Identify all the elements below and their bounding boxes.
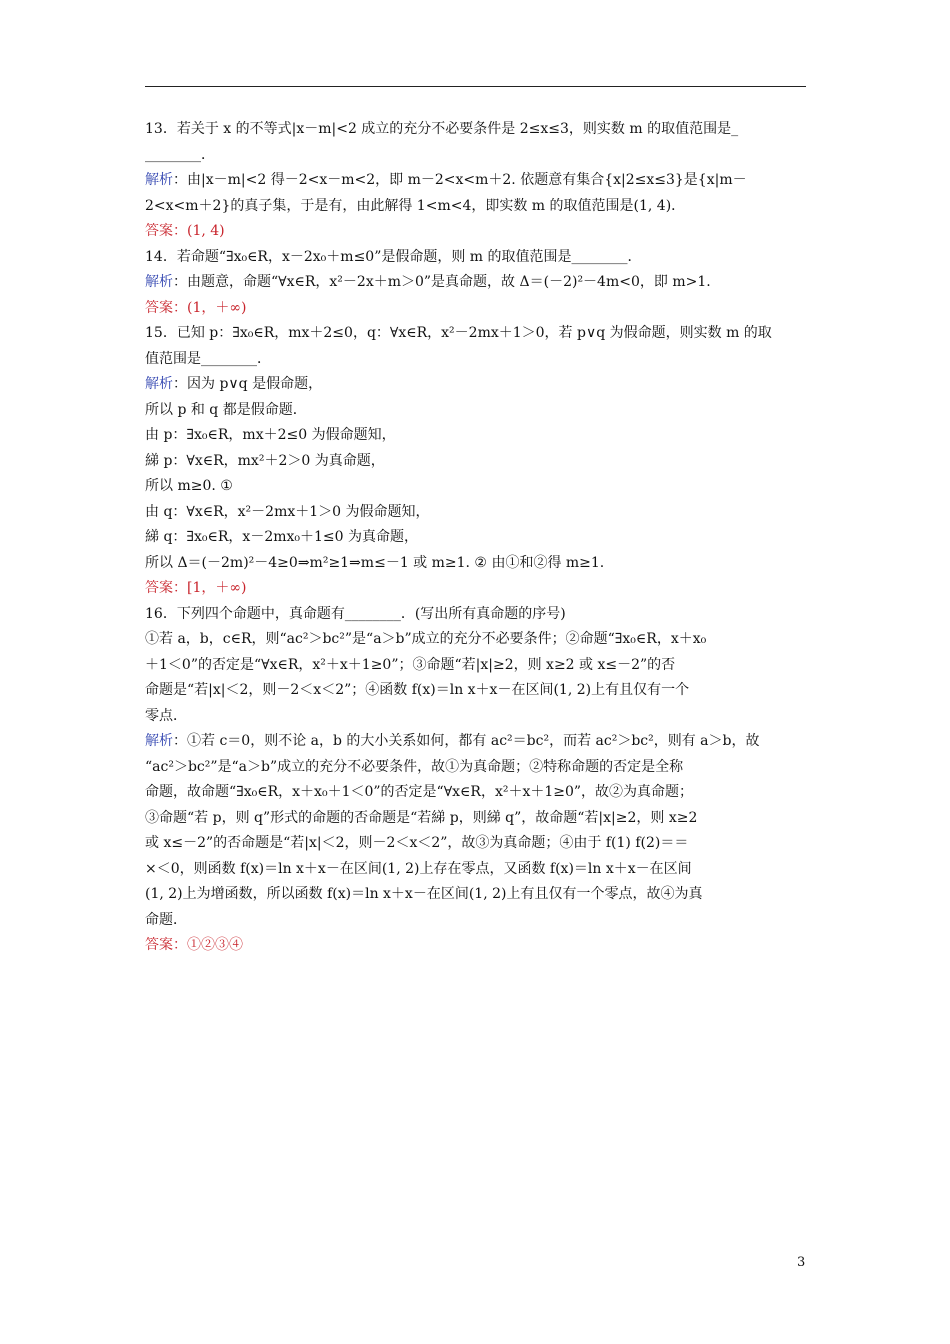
analysis-label: 解析 (145, 376, 173, 392)
line-text: ：[1，＋∞) (173, 580, 247, 596)
answer-label: 答案 (145, 223, 173, 239)
line-text: 13．若关于 x 的不等式|x－m|<2 成立的充分不必要条件是 2≤x≤3，则实数 m 的取值范围是_ (145, 121, 739, 137)
text-line (145, 653, 807, 679)
text-line (145, 678, 807, 704)
page-number: 3 (797, 1255, 806, 1270)
analysis-label: 解析 (145, 274, 173, 290)
text-line (145, 194, 807, 220)
text-line (145, 245, 807, 271)
line-text: ：①若 c＝0，则不论 a，b 的大小关系如何，都有 ac²＝bc²，而若 ac²＞bc²，则有 a＞b，故 (173, 733, 760, 749)
answer-label: 答案 (145, 299, 173, 316)
text-line (145, 602, 807, 628)
line-text: 綈 q：∃x₀∈R，x－2mx₀＋1≤0 为真命题， (145, 529, 418, 545)
text-line (145, 474, 807, 500)
text-line (145, 219, 807, 245)
text-line (145, 168, 807, 194)
line-text: 由 p：∃x₀∈R，mx＋2≤0 为假命题知， (145, 427, 396, 443)
line-text: 命题是“若|x|＜2，则－2＜x＜2”；④函数 f(x)＝ln x＋x－在区间(1, 2)上有且仅有一个 (145, 682, 690, 698)
text-line (145, 933, 807, 959)
text-line (145, 270, 807, 296)
line-text: 2<x<m＋2}的真子集，于是有，由此解得 1<m<4，即实数 m 的取值范围是(1, 4)． (145, 197, 686, 214)
text-line (145, 704, 807, 730)
line-text: ：(1，＋∞) (173, 299, 247, 316)
line-text: 命题． (145, 911, 187, 928)
text-line (145, 117, 807, 143)
text-line (145, 398, 807, 424)
text-line (145, 321, 807, 347)
line-text: 由 q：∀x∈R，x²－2mx＋1＞0 为假命题知， (145, 503, 430, 520)
line-text: “ac²＞bc²”是“a＞b”成立的充分不必要条件，故①为真命题；②特称命题的否定是全称 (145, 758, 684, 775)
line-text: 命题，故命题“∃x₀∈R，x＋x₀＋1＜0”的否定是“∀x∈R，x²＋x＋1≥0”，故②为真命题； (145, 784, 694, 800)
line-text: ：(1, 4) (173, 223, 225, 239)
text-line (145, 143, 807, 169)
text-line (145, 423, 807, 449)
line-text: ：因为 p∨q 是假命题， (173, 376, 323, 392)
text-line (145, 755, 807, 781)
line-text: 16．下列四个命题中，真命题有________．(写出所有真命题的序号) (145, 605, 566, 622)
line-text: 所以 Δ＝(－2m)²－4≥0⇒m²≥1⇒m≤－1 或 m≥1. ② 由①和②得 m≥1. (145, 554, 605, 571)
text-line (145, 806, 807, 832)
line-text: ：由|x－m|<2 得－2<x－m<2，即 m－2<x<m＋2. 依题意有集合{x|2≤x≤3}是{x|m－ (173, 172, 747, 188)
line-text: 15．已知 p：∃x₀∈R，mx＋2≤0，q：∀x∈R，x²－2mx＋1＞0，若 p∨q 为假命题，则实数 m 的取 (145, 325, 772, 341)
analysis-label: 解析 (145, 172, 173, 188)
line-text: ________． (145, 146, 215, 163)
line-text: ：①②③④ (173, 937, 243, 953)
line-text: 值范围是________． (145, 350, 271, 367)
line-text: 所以 m≥0. ① (145, 478, 233, 494)
line-text: 14．若命题“∃x₀∈R，x－2x₀＋m≤0”是假命题，则 m 的取值范围是________． (145, 248, 642, 265)
text-line (145, 576, 807, 602)
text-line (145, 857, 807, 883)
document-body (145, 117, 807, 959)
text-line (145, 551, 807, 577)
line-text: (1, 2)上为增函数，所以函数 f(x)＝ln x＋x－在区间(1, 2)上有且仅有一个零点，故④为真 (145, 886, 703, 902)
text-line (145, 525, 807, 551)
line-text: ：由题意，命题“∀x∈R，x²－2x＋m＞0”是真命题，故 Δ＝(－2)²－4m<0，即 m>1. (173, 274, 711, 290)
analysis-label: 解析 (145, 733, 173, 749)
line-text: 或 x≤－2”的否命题是“若|x|＜2，则－2＜x＜2”，故③为真命题；④由于 f(1) f(2)＝＝ (145, 835, 689, 851)
header-rule (145, 86, 806, 87)
line-text: 零点． (145, 707, 187, 724)
line-text: ＋1＜0”的否定是“∀x∈R，x²＋x＋1≥0”；③命题“若|x|≥2，则 x≥2 或 x≤－2”的否 (145, 656, 676, 673)
text-line (145, 627, 807, 653)
text-line (145, 831, 807, 857)
line-text: 綈 p：∀x∈R，mx²＋2＞0 为真命题， (145, 452, 385, 469)
text-line (145, 729, 807, 755)
text-line (145, 372, 807, 398)
line-text: ①若 a，b，c∈R，则“ac²＞bc²”是“a＞b”成立的充分不必要条件；②命题“∃x₀∈R，x＋x₀ (145, 631, 707, 647)
text-line (145, 908, 807, 934)
text-line (145, 449, 807, 475)
answer-label: 答案 (145, 937, 173, 953)
text-line (145, 347, 807, 373)
text-line (145, 500, 807, 526)
text-line (145, 780, 807, 806)
text-line (145, 296, 807, 322)
line-text: ×＜0，则函数 f(x)＝ln x＋x－在区间(1, 2)上存在零点，又函数 f(x)＝ln x＋x－在区间 (145, 860, 692, 877)
line-text: 所以 p 和 q 都是假命题． (145, 401, 307, 418)
text-line (145, 882, 807, 908)
line-text: ③命题“若 p，则 q”形式的命题的否命题是“若綈 p，则綈 q”，故命题“若|x|≥2，则 x≥2 (145, 809, 698, 826)
answer-label: 答案 (145, 580, 173, 596)
